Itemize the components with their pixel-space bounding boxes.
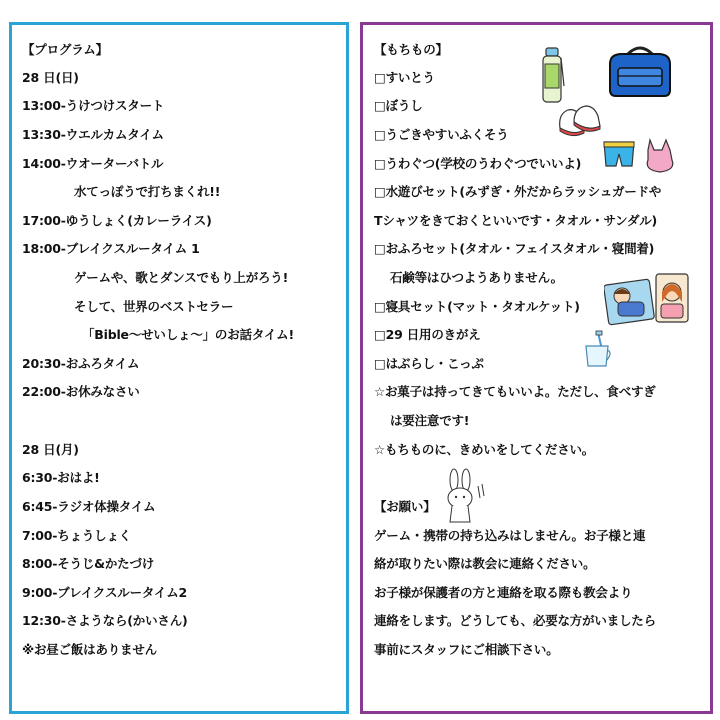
mochimono-item: □うわぐつ(学校のうわぐつでいいよ) [374,156,582,171]
rabbit-icon [440,468,488,524]
mochimono-item: □寝具セット(マット・タオルケット) [374,299,580,314]
mochimono-note: ☆お菓子は持ってきてもいいよ。ただし、食べすぎ [374,384,656,399]
mochimono-item: □29 日用のきがえ [374,327,481,342]
program-item-note: 水てっぽうで打ちまくれ!! [74,184,221,199]
program-item: 13:00-うけつけスタート [22,98,165,113]
program-item-note: そして、世界のベストセラー [74,299,234,314]
program-item: 13:30-ウエルカムタイム [22,127,164,142]
onegai-line: 連絡をします。どうしても、必要な方がいましたら [374,613,656,628]
mochimono-item: □水遊びセット(みずぎ・外だからラッシュガードや [374,184,662,199]
program-item: 14:00-ウオーターバトル [22,156,164,171]
program-item: 6:45-ラジオ体操タイム [22,499,156,514]
program-item: 6:30-おはよ! [22,470,100,485]
program-item: 17:00-ゆうしょく(カレーライス) [22,213,212,228]
mochimono-item: Tシャツをきておくといいです・タオル・サンダル) [374,213,658,228]
onegai-line: お子様が保護者の方と連絡を取る際も教会より [374,585,633,600]
program-item-note: ゲームや、歌とダンスでもり上がろう! [74,270,289,285]
mochimono-item: □おふろセット(タオル・フェイスタオル・寝間着) [374,241,655,256]
day2-label: 28 日(月) [22,442,79,457]
mochimono-item-note: 石鹸等はひつようありません。 [390,270,563,285]
mochimono-note: は要注意です! [390,413,470,428]
day1-label: 28 日(日) [22,70,79,85]
mochimono-item: □すいとう [374,70,435,85]
mochimono-item: □うごきやすいふくそう [374,127,509,142]
onegai-line: 事前にスタッフにご相談下さい。 [374,642,559,657]
program-item: 8:00-そうじ&かたづけ [22,556,155,571]
program-note: ※お昼ご飯はありません [22,642,157,657]
program-heading: 【プログラム】 [22,42,108,57]
mochimono-heading: 【もちもの】 [374,42,448,57]
program-item: 20:30-おふろタイム [22,356,140,371]
onegai-line: ゲーム・携帯の持ち込みはしません。お子様と連 [374,528,646,543]
shoes-icon [556,100,604,140]
bag-icon [606,42,674,98]
mochimono-item: □はぶらし・こっぷ [374,356,484,371]
sleeping-child-icon [604,272,690,326]
program-item: 12:30-さようなら(かいさん) [22,613,188,628]
program-item: 9:00-ブレイクスルータイム2 [22,585,188,600]
onegai-line: 絡が取りたい際は教会に連絡ください。 [374,556,596,571]
program-item: 7:00-ちょうしょく [22,528,132,543]
water-bottle-icon [538,46,566,106]
mochimono-note: ☆もちものに、きめいをしてください。 [374,442,595,457]
onegai-heading: 【お願い】 [374,499,436,514]
mochimono-item: □ぼうし [374,98,423,113]
program-item: 22:00-お休みなさい [22,384,140,399]
program-item: 18:00-ブレイクスルータイム 1 [22,241,200,256]
toothbrush-cup-icon [580,330,614,370]
program-item-note: 「Bible～せいしょ～」のお話タイム! [82,327,294,342]
swimsuit-icon [600,136,680,176]
